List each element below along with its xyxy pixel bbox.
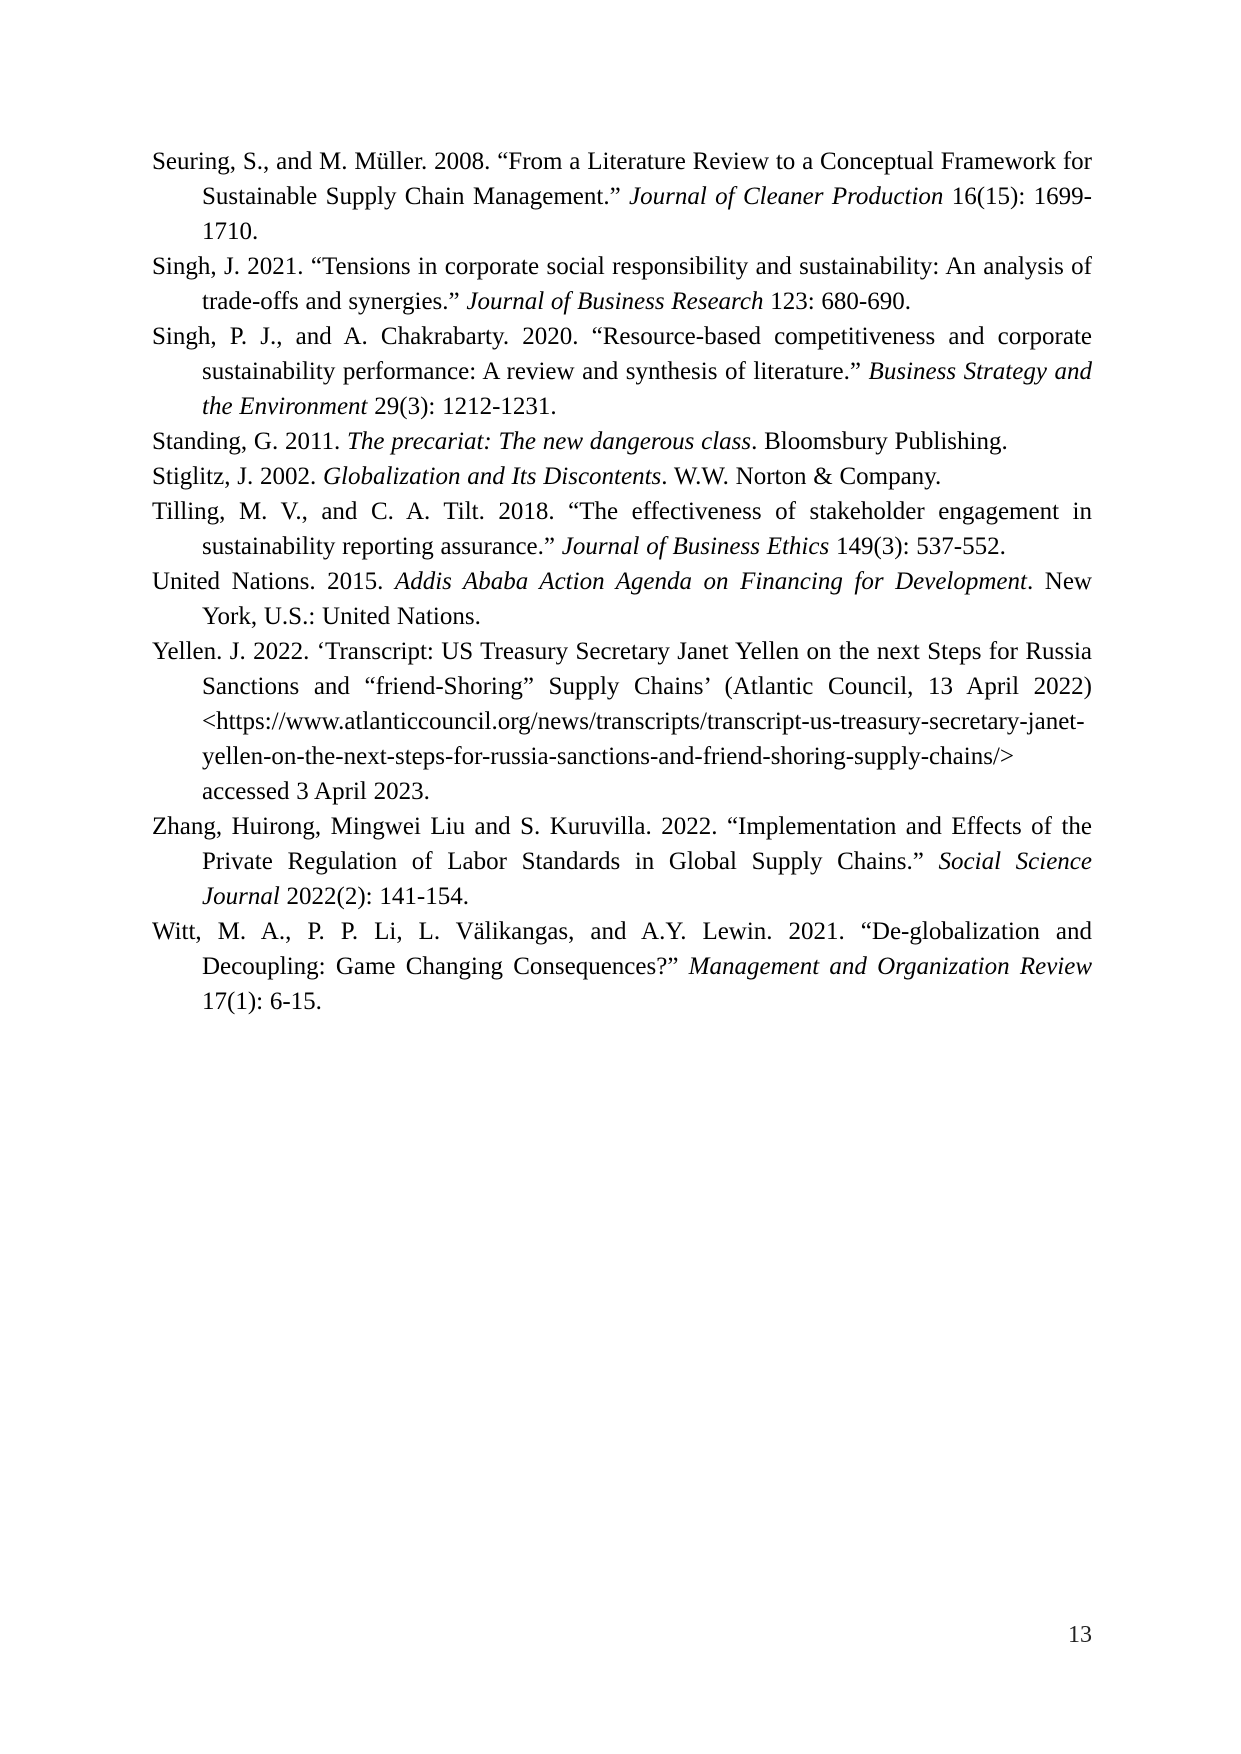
reference-text: 16(15): 1699-1710. <box>202 183 1092 245</box>
reference-title-italic: Globalization and Its Discontents <box>322 463 662 490</box>
reference-text: 29(3): 1212-1231. <box>367 393 557 420</box>
reference-entry <box>152 459 1092 494</box>
reference-title-italic: The precariat: The new dangerous class <box>347 428 752 455</box>
reference-entry <box>152 319 1092 424</box>
reference-title-italic: Journal of Business Ethics <box>561 533 830 560</box>
reference-text: . New York, U.S.: United Nations. <box>202 568 1092 630</box>
reference-title-italic: Social Science Journal <box>202 848 1092 910</box>
reference-text: 123: 680-690. <box>763 288 911 315</box>
reference-list <box>152 144 1092 1019</box>
reference-title-italic: Addis Ababa Action Agenda on Financing for Development <box>394 568 1027 595</box>
reference-title-italic: Journal of Business Research <box>466 288 764 315</box>
reference-text: Singh, P. J., and A. Chakrabarty. 2020. “Resource-based competitiveness and corporate sustainability performance: A review and synthesis of literature.” <box>152 323 1092 385</box>
page-number: 13 <box>1068 1622 1092 1648</box>
reference-title-italic: Management and Organization Review <box>688 953 1093 980</box>
reference-text: Yellen. J. 2022. ‘Transcript: US Treasury Secretary Janet Yellen on the next Steps for Russia Sanctions and “friend-Shoring” Supply Chains’ (Atlantic Council, 13 April 2022) <https://www.atlanticcouncil.org/news/transcripts/transcript-us-treasury-secretary-janet-yellen-on-the-next-steps-for-russia-sanctions-and-friend-shoring-supply-chains/> accessed 3 April 2023. <box>152 638 1092 805</box>
reference-entry <box>152 494 1092 564</box>
reference-title-italic: Journal of Cleaner Production <box>629 183 944 210</box>
reference-entry <box>152 809 1092 914</box>
reference-entry <box>152 249 1092 319</box>
reference-entry <box>152 144 1092 249</box>
reference-entry <box>152 564 1092 634</box>
reference-entry <box>152 634 1092 809</box>
reference-text: . Bloomsbury Publishing. <box>751 428 1008 455</box>
reference-text: Seuring, S., and M. Müller. 2008. “From a Literature Review to a Conceptual Framework for Sustainable Supply Chain Management.” <box>152 148 1092 210</box>
reference-text: 17(1): 6-15. <box>202 988 322 1015</box>
reference-text: Singh, J. 2021. “Tensions in corporate social responsibility and sustainability: An analysis of trade-offs and synergies.” <box>152 253 1092 315</box>
reference-text: 2022(2): 141-154. <box>279 883 469 910</box>
reference-text: Tilling, M. V., and C. A. Tilt. 2018. “The effectiveness of stakeholder engagement in sustainability reporting assurance.” <box>152 498 1092 560</box>
reference-text: . W.W. Norton & Company. <box>661 463 942 490</box>
reference-text: United Nations. 2015. <box>152 568 395 595</box>
reference-title-italic: Business Strategy and the Environment <box>202 358 1092 420</box>
reference-entry <box>152 914 1092 1019</box>
reference-text: Zhang, Huirong, Mingwei Liu and S. Kuruvilla. 2022. “Implementation and Effects of the Private Regulation of Labor Standards in Global Supply Chains.” <box>152 813 1092 875</box>
reference-text: Witt, M. A., P. P. Li, L. Välikangas, and A.Y. Lewin. 2021. “De-globalization and Decoupling: Game Changing Consequences?” <box>152 918 1092 980</box>
reference-text: Standing, G. 2011. <box>152 428 348 455</box>
reference-text: Stiglitz, J. 2002. <box>152 463 323 490</box>
reference-entry <box>152 424 1092 459</box>
reference-text: 149(3): 537-552. <box>829 533 1006 560</box>
